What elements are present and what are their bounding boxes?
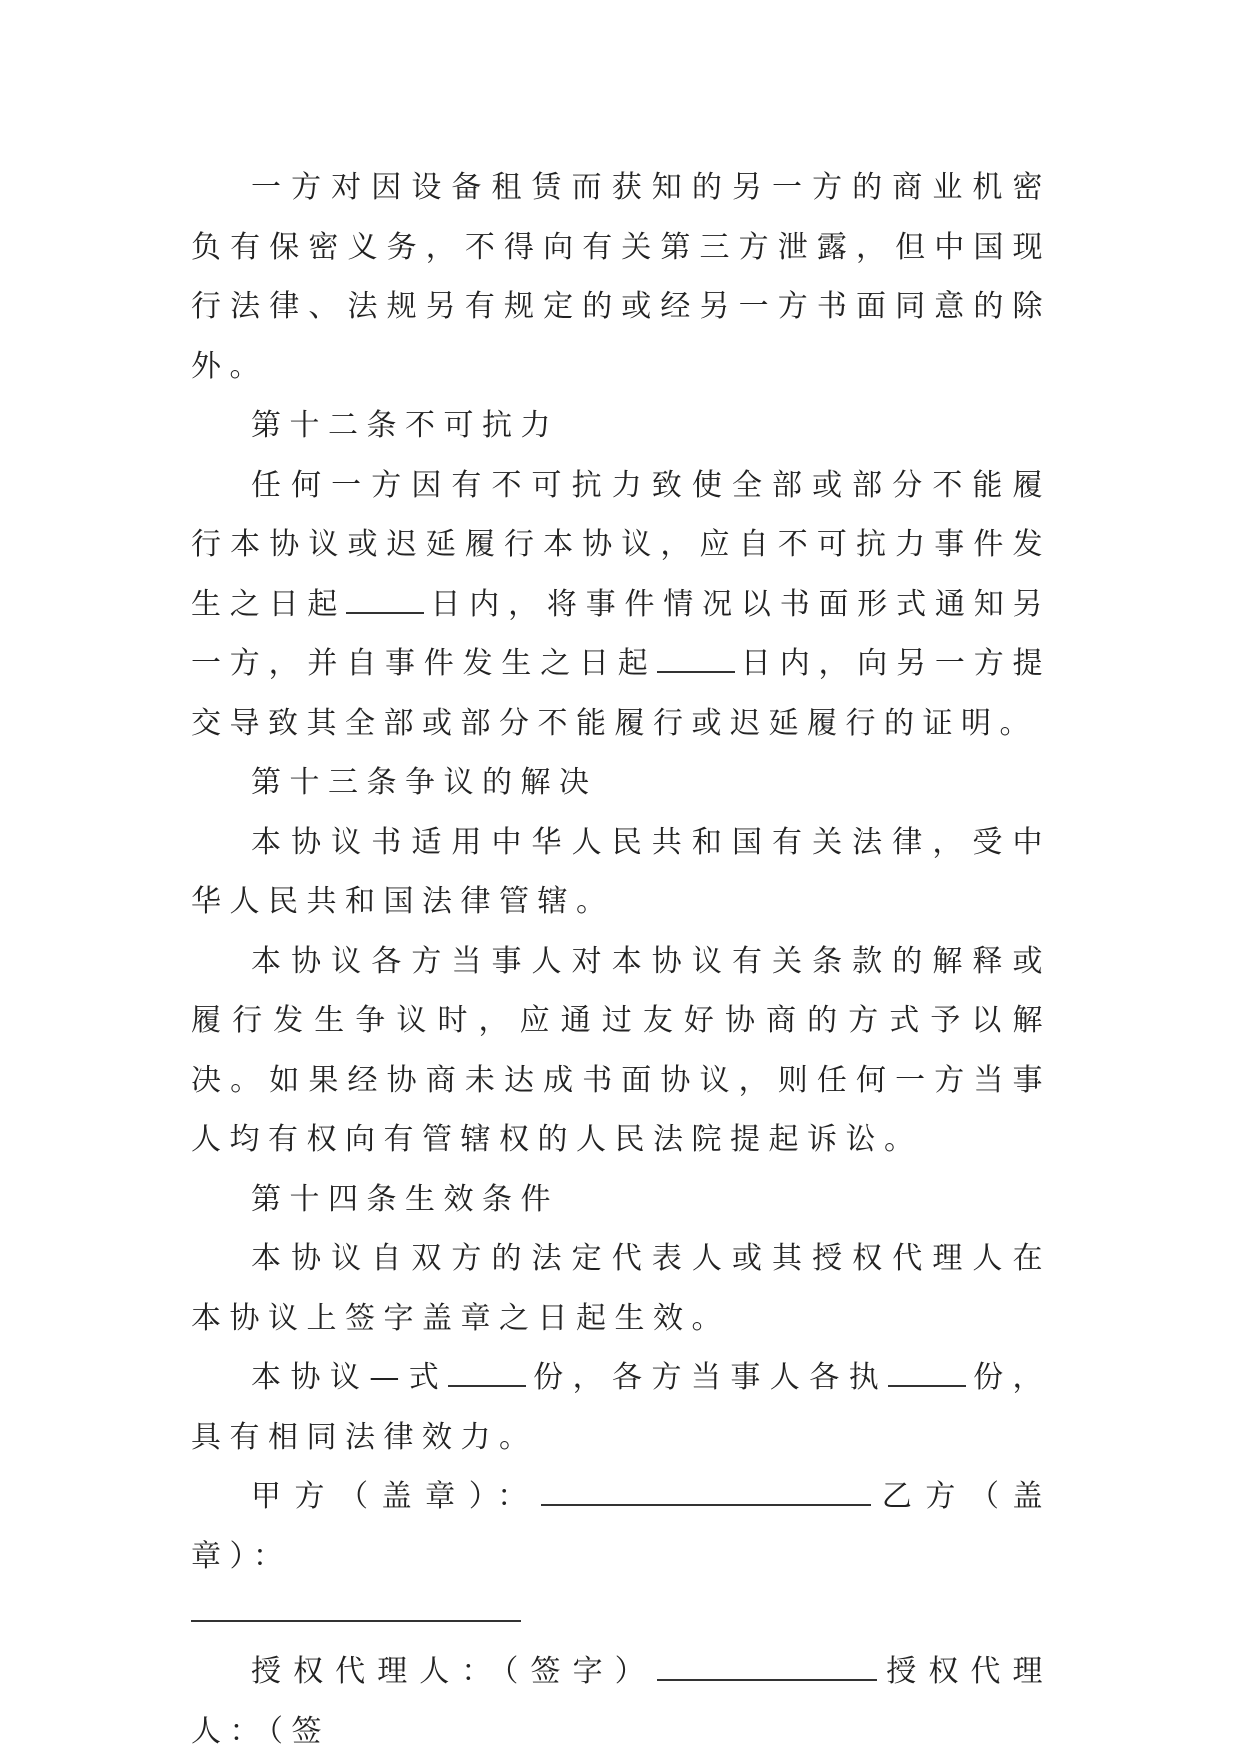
paragraph-text: 份，具有相同法律效力。 [191, 1360, 1052, 1455]
paragraph-text: 本协议—式 [251, 1360, 449, 1395]
party-b-seal-blank [191, 1620, 521, 1622]
party-a-seal-label: 甲方（盖章）： [251, 1479, 541, 1514]
agent-b-label: 授权代理人：（签 [191, 1654, 1052, 1749]
document-body [191, 158, 1051, 1761]
heading-text: 第十四条生效条件 [251, 1181, 559, 1217]
paragraph-text: 本协议自双方的法定代表人或其授权代理人在本协议上签字盖章之日起生效。 [191, 1241, 1051, 1336]
blank-days-notice [346, 586, 424, 614]
heading-text: 第十二条不可抗力 [251, 408, 559, 443]
agent-a-label: 授权代理人：（签字） [251, 1654, 657, 1689]
article-13-body-2 [191, 932, 1051, 1170]
article-14-title [191, 1170, 1051, 1230]
paragraph-text: 日内，将事件情况以书面形式通知另一方，并自事件发生之日起 [191, 586, 1052, 681]
copies-clause [191, 1348, 1051, 1467]
paragraph-confidentiality [191, 158, 1051, 396]
paragraph-text: 本协议书适用中华人民共和国有关法律，受中华人民共和国法律管辖。 [191, 824, 1051, 919]
agent-a-signature-blank [657, 1653, 877, 1681]
paragraph-text: 日内，向另一方提交导致其全部或部分不能履行或迟延履行的证明。 [191, 646, 1052, 741]
party-b-seal-label: 乙方（盖章）： [191, 1479, 1052, 1574]
blank-total-copies [448, 1359, 526, 1387]
article-13-title [191, 753, 1051, 813]
paragraph-text: 一方对因设备租赁而获知的另一方的商业机密负有保密义务，不得向有关第三方泄露，但中国现行法律、法规另有规定的或经另一方书面同意的除外。 [191, 170, 1051, 384]
article-14-body-1 [191, 1229, 1051, 1348]
blank-days-proof [657, 645, 735, 673]
agent-line [191, 1642, 1051, 1761]
heading-text: 第十三条争议的解决 [251, 765, 598, 800]
article-12-title [191, 396, 1051, 456]
paragraph-text: 本协议各方当事人对本协议有关条款的解释或履行发生争议时，应通过友好协商的方式予以解决。如果经协商未达成书面协议，则任何一方当事人均有权向有管辖权的人民法院提起诉讼。 [191, 943, 1051, 1157]
paragraph-text: 任何一方因有不可抗力致使全部或部分不能履行本协议或迟延履行本协议，应自不可抗力事件发生之日起 [191, 467, 1051, 622]
blank-copies-each [888, 1359, 966, 1387]
seal-line [191, 1467, 1051, 1586]
article-13-body-1 [191, 813, 1051, 932]
article-12-body [191, 456, 1051, 754]
paragraph-text: 份，各方当事人各执 [532, 1360, 889, 1395]
party-a-seal-blank [541, 1478, 871, 1506]
